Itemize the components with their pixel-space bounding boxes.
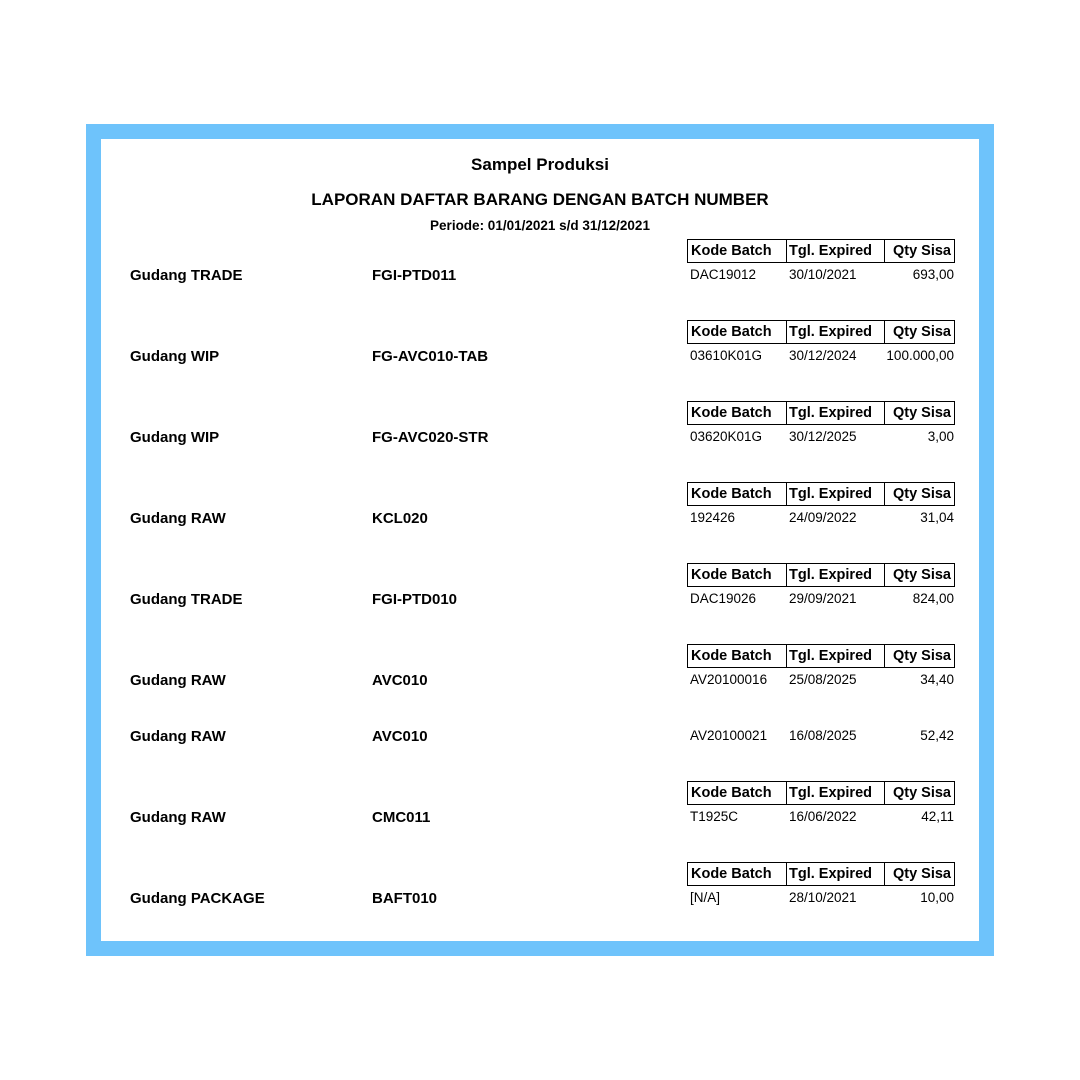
warehouse-name: Gudang WIP xyxy=(130,429,220,446)
expired-date: 30/10/2021 xyxy=(789,267,857,282)
header-qty-sisa: Qty Sisa xyxy=(892,324,951,340)
expired-date: 30/12/2025 xyxy=(789,429,857,444)
header-kode-batch: Kode Batch xyxy=(688,863,787,885)
qty-remaining: 34,40 xyxy=(920,672,954,687)
expired-date: 16/06/2022 xyxy=(789,809,857,824)
batch-table-header xyxy=(687,563,955,587)
qty-remaining: 824,00 xyxy=(912,591,954,606)
item-code: AVC010 xyxy=(372,728,428,745)
qty-remaining: 42,11 xyxy=(921,809,954,824)
warehouse-name: Gudang TRADE xyxy=(130,591,243,608)
header-qty-sisa: Qty Sisa xyxy=(892,785,951,801)
header-tgl-expired: Tgl. Expired xyxy=(787,240,885,262)
item-code: KCL020 xyxy=(372,510,428,527)
batch-code: T1925C xyxy=(690,809,739,824)
batch-code: 03620K01G xyxy=(690,429,763,444)
header-qty-sisa: Qty Sisa xyxy=(892,243,951,259)
header-qty-sisa: Qty Sisa xyxy=(892,405,951,421)
header-kode-batch: Kode Batch xyxy=(688,564,787,586)
header-tgl-expired: Tgl. Expired xyxy=(787,564,885,586)
report-row xyxy=(0,401,1080,461)
qty-remaining: 31,04 xyxy=(920,510,954,525)
item-code: BAFT010 xyxy=(372,890,438,907)
batch-table-header xyxy=(687,482,955,506)
report-row xyxy=(0,862,1080,922)
report-period: Periode: 01/01/2021 s/d 31/12/2021 xyxy=(430,218,650,233)
item-code: AVC010 xyxy=(372,672,428,689)
batch-table-header xyxy=(687,862,955,886)
warehouse-name: Gudang RAW xyxy=(130,728,226,745)
header-tgl-expired: Tgl. Expired xyxy=(787,402,885,424)
header-kode-batch: Kode Batch xyxy=(688,240,787,262)
warehouse-name: Gudang RAW xyxy=(130,672,226,689)
qty-remaining: 693,00 xyxy=(912,267,954,282)
warehouse-name: Gudang RAW xyxy=(130,809,226,826)
expired-date: 16/08/2025 xyxy=(789,728,857,743)
batch-table-header xyxy=(687,239,955,263)
report-row xyxy=(0,320,1080,380)
report-row xyxy=(0,482,1080,542)
item-code: FGI-PTD010 xyxy=(372,591,458,608)
batch-code: 192426 xyxy=(690,510,736,525)
expired-date: 29/09/2021 xyxy=(789,591,857,606)
qty-remaining: 3,00 xyxy=(927,429,954,444)
header-tgl-expired: Tgl. Expired xyxy=(787,321,885,343)
header-qty-sisa: Qty Sisa xyxy=(892,648,951,664)
report-title: LAPORAN DAFTAR BARANG DENGAN BATCH NUMBER xyxy=(311,190,769,209)
header-qty-sisa: Qty Sisa xyxy=(892,486,951,502)
qty-remaining: 100.000,00 xyxy=(886,348,954,363)
batch-code: [N/A] xyxy=(690,890,721,905)
qty-remaining: 52,42 xyxy=(920,728,954,743)
report-row xyxy=(0,239,1080,299)
qty-remaining: 10,00 xyxy=(920,890,954,905)
batch-code: AV20100016 xyxy=(690,672,768,687)
report-row xyxy=(0,563,1080,623)
header-tgl-expired: Tgl. Expired xyxy=(787,645,885,667)
header-tgl-expired: Tgl. Expired xyxy=(787,863,885,885)
batch-code: DAC19012 xyxy=(690,267,757,282)
expired-date: 24/09/2022 xyxy=(789,510,857,525)
warehouse-name: Gudang WIP xyxy=(130,348,220,365)
item-code: CMC011 xyxy=(372,809,431,826)
header-kode-batch: Kode Batch xyxy=(688,321,787,343)
expired-date: 30/12/2024 xyxy=(789,348,857,363)
batch-code: AV20100021 xyxy=(690,728,768,743)
batch-code: DAC19026 xyxy=(690,591,757,606)
expired-date: 25/08/2025 xyxy=(789,672,857,687)
item-code: FGI-PTD011 xyxy=(372,267,457,284)
batch-table-header xyxy=(687,781,955,805)
header-tgl-expired: Tgl. Expired xyxy=(787,782,885,804)
item-code: FG-AVC020-STR xyxy=(372,429,489,446)
expired-date: 28/10/2021 xyxy=(789,890,857,905)
batch-code: 03610K01G xyxy=(690,348,763,363)
header-kode-batch: Kode Batch xyxy=(688,483,787,505)
report-row xyxy=(0,700,1080,760)
header-kode-batch: Kode Batch xyxy=(688,645,787,667)
header-kode-batch: Kode Batch xyxy=(688,782,787,804)
header-qty-sisa: Qty Sisa xyxy=(892,866,951,882)
company-name: Sampel Produksi xyxy=(471,155,609,174)
header-tgl-expired: Tgl. Expired xyxy=(787,483,885,505)
header-kode-batch: Kode Batch xyxy=(688,402,787,424)
report-row xyxy=(0,781,1080,841)
batch-table-header xyxy=(687,401,955,425)
batch-table-header xyxy=(687,320,955,344)
item-code: FG-AVC010-TAB xyxy=(372,348,489,365)
report-row xyxy=(0,644,1080,704)
warehouse-name: Gudang RAW xyxy=(130,510,226,527)
batch-table-header xyxy=(687,644,955,668)
warehouse-name: Gudang PACKAGE xyxy=(130,890,265,907)
header-qty-sisa: Qty Sisa xyxy=(892,567,951,583)
warehouse-name: Gudang TRADE xyxy=(130,267,243,284)
